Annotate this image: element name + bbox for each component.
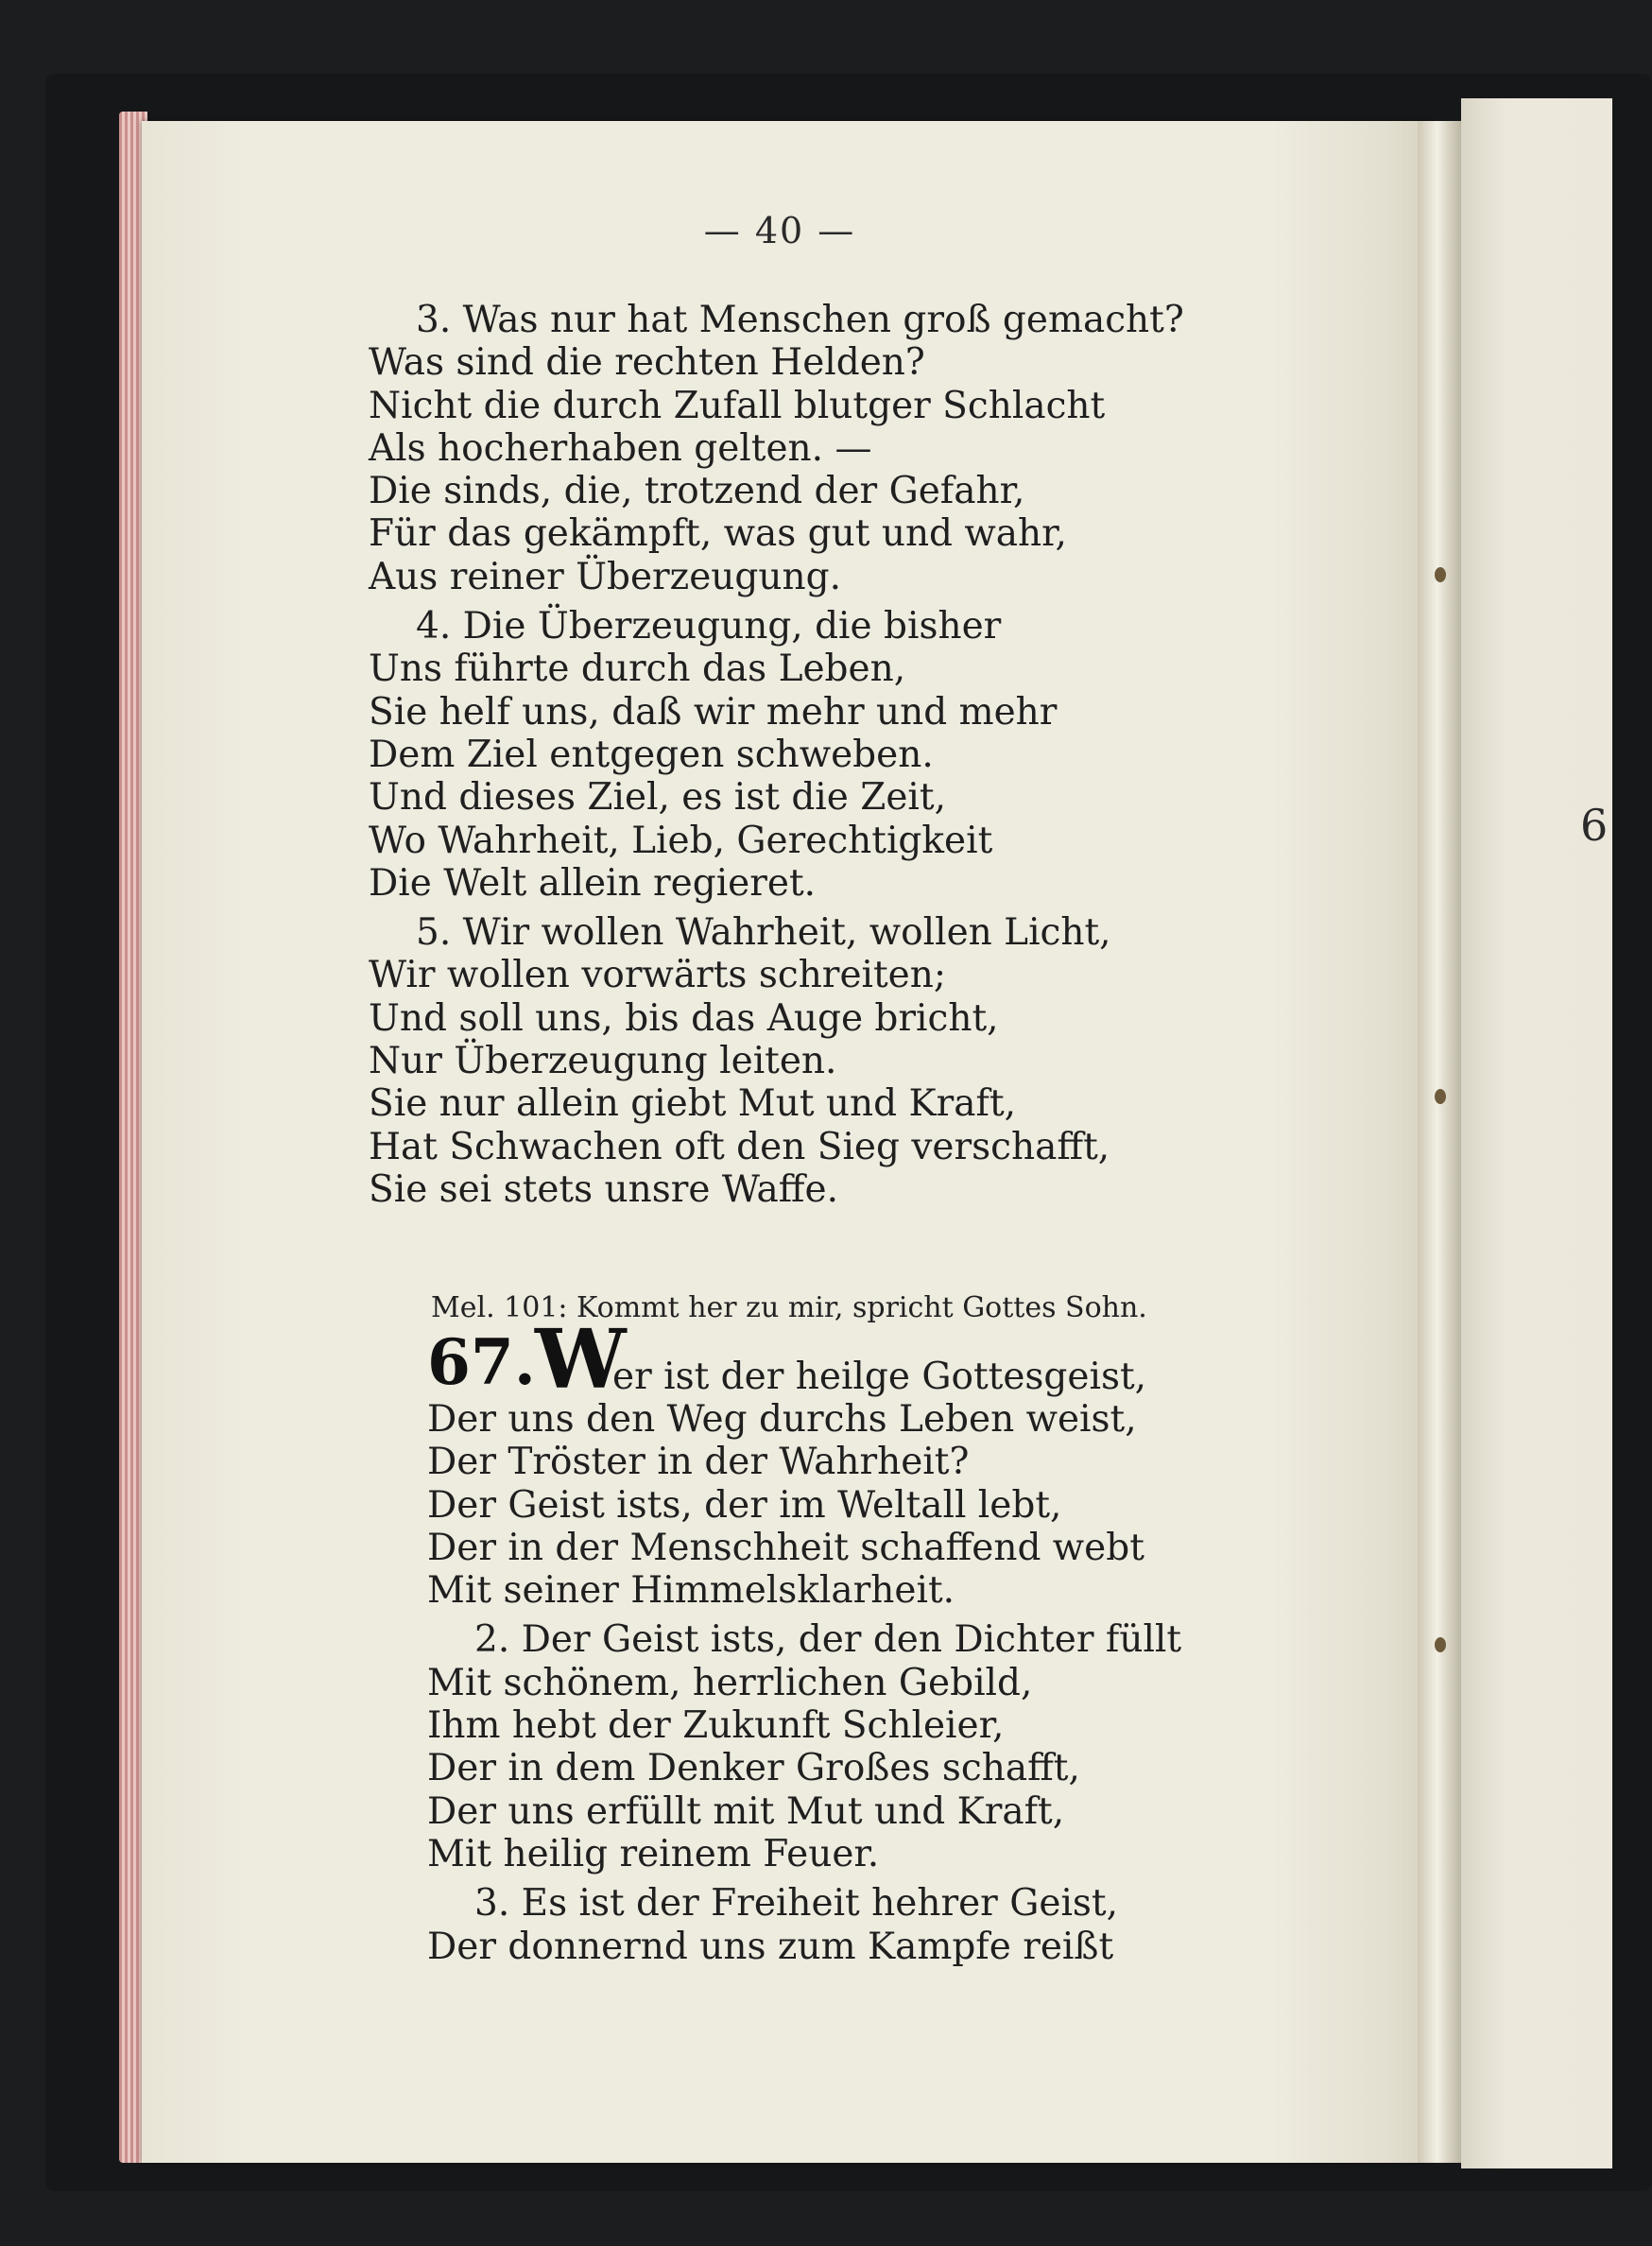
verse-4 — [369, 605, 1184, 905]
verse-line: Wir wollen vorwärts schreiten; — [369, 954, 947, 997]
verse-line: 3. Es ist der Freiheit hehrer Geist, — [474, 1882, 1118, 1926]
verse-line: Mit seiner Himmelsklarheit. — [427, 1569, 955, 1613]
verse-line: Die sinds, die, trotzend der Gefahr, — [369, 470, 1025, 513]
verse-line: Die Welt allein regieret. — [369, 861, 817, 905]
verse-line: 5. Wir wollen Wahrheit, wollen Licht, — [416, 911, 1111, 955]
verse-line: Dem Ziel entgegen schweben. — [369, 733, 934, 776]
page-number: — 40 — — [703, 210, 856, 251]
book-gutter — [1418, 121, 1461, 2163]
verse-3 — [369, 299, 1184, 598]
facing-page-fragment: 6 — [1580, 800, 1609, 851]
verse-5 — [369, 911, 1184, 1211]
verse-line: Der Tröster in der Wahrheit? — [427, 1441, 970, 1484]
verse-2 — [427, 1618, 1181, 1875]
verse-line: 3. Was nur hat Menschen groß gemacht? — [416, 299, 1184, 341]
hymn-first-line — [612, 1356, 1146, 1398]
binding-stitch — [1435, 1637, 1446, 1652]
binding-stitch — [1435, 1089, 1446, 1104]
verse-line: er ist der heilge Gottesgeist, — [612, 1356, 1147, 1398]
verse-line: Sie helf uns, daß wir mehr und mehr — [369, 690, 1058, 734]
verse-line: Aus reiner Überzeugung. — [369, 555, 841, 598]
verse-line: Was sind die rechten Helden? — [369, 341, 925, 385]
verse-line: Der uns erfüllt mit Mut und Kraft, — [427, 1789, 1065, 1833]
previous-hymn-verses — [369, 299, 1184, 1211]
verse-line: Der in dem Denker Großes schafft, — [427, 1747, 1080, 1790]
verse-line: Der donnernd uns zum Kampfe reißt — [427, 1925, 1114, 1968]
binding-stitch — [1435, 567, 1446, 582]
verse-3 — [427, 1882, 1181, 1968]
verse-line: Für das gekämpft, was gut und wahr, — [369, 512, 1067, 556]
melody-reference: Mel. 101: Kommt her zu mir, spricht Gottes Sohn. — [431, 1291, 1147, 1324]
verse-line: Ihm hebt der Zukunft Schleier, — [427, 1704, 1005, 1748]
verse-line: Nur Überzeugung leiten. — [369, 1040, 837, 1083]
verse-line: 2. Der Geist ists, der den Dichter füllt — [474, 1618, 1182, 1662]
verse-line: Der uns den Weg durchs Leben weist, — [427, 1398, 1137, 1441]
verse-1 — [427, 1398, 1181, 1612]
verse-line: Und soll uns, bis das Auge bricht, — [369, 996, 999, 1040]
verse-line: Mit heilig reinem Feuer. — [427, 1832, 880, 1875]
verse-line: Nicht die durch Zufall blutger Schlacht — [369, 384, 1106, 427]
verse-line: Der in der Menschheit schaffend webt — [427, 1526, 1144, 1569]
verse-line: Sie nur allein giebt Mut und Kraft, — [369, 1082, 1017, 1126]
facing-page — [1461, 98, 1612, 2168]
verse-line: Hat Schwachen oft den Sieg verschafft, — [369, 1125, 1110, 1168]
verse-line: Der Geist ists, der im Weltall lebt, — [427, 1483, 1062, 1527]
verse-line: Und dieses Ziel, es ist die Zeit, — [369, 776, 946, 820]
verse-line: Als hocherhaben gelten. — — [369, 426, 872, 470]
verse-line: Sie sei stets unsre Waffe. — [369, 1167, 838, 1211]
hymn-67-verses — [427, 1398, 1181, 1968]
hymn-number: 67. — [427, 1325, 536, 1399]
verse-line: 4. Die Überzeugung, die bisher — [416, 605, 1002, 648]
verse-line: Wo Wahrheit, Lieb, Gerechtigkeit — [369, 819, 993, 862]
drop-cap: W — [535, 1312, 627, 1408]
verse-line: Mit schönem, herrlichen Gebild, — [427, 1661, 1033, 1704]
verse-line: Uns führte durch das Leben, — [369, 648, 906, 691]
